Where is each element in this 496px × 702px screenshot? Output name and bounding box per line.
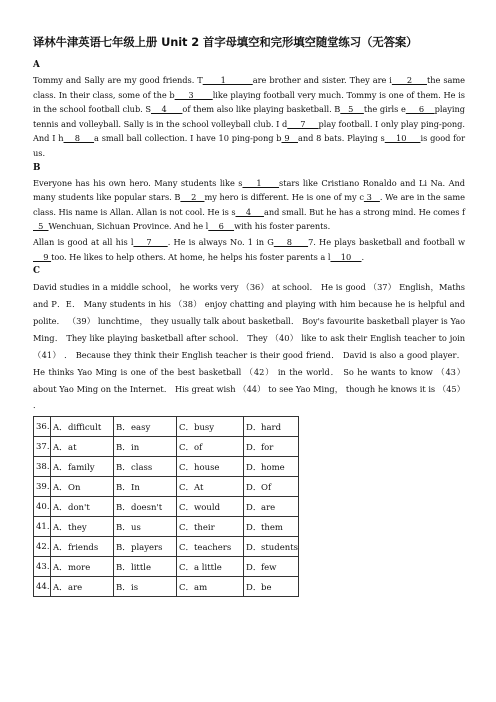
option-letter: A． bbox=[53, 502, 68, 513]
option-row bbox=[34, 537, 299, 557]
option-text: teachers bbox=[194, 542, 232, 553]
question-number: 41. bbox=[34, 517, 51, 537]
answer-blank[interactable]: 8 bbox=[63, 133, 95, 144]
passage-text: and small. But he has a strong mind. He comes f bbox=[263, 206, 465, 217]
option-row bbox=[34, 577, 299, 597]
section-a-label: A bbox=[33, 60, 40, 70]
option-letter: A． bbox=[53, 422, 68, 433]
option-text: us bbox=[131, 522, 141, 533]
option-text: doesn't bbox=[131, 502, 163, 513]
option-b[interactable] bbox=[114, 497, 177, 517]
passage-text: Everyone has his own hero. Many students like s bbox=[33, 177, 243, 188]
option-text: students bbox=[261, 542, 298, 553]
option-text: hard bbox=[261, 422, 282, 433]
answer-blank[interactable]: 2 bbox=[391, 75, 427, 85]
option-letter: D． bbox=[246, 482, 262, 493]
option-letter: B． bbox=[116, 542, 131, 553]
option-a[interactable] bbox=[51, 417, 114, 437]
option-letter: D． bbox=[246, 582, 262, 593]
option-b[interactable] bbox=[114, 517, 177, 537]
option-text: is bbox=[131, 582, 139, 593]
option-letter: C． bbox=[179, 522, 195, 533]
option-text: their bbox=[194, 522, 215, 533]
question-number: 40. bbox=[34, 497, 51, 517]
option-text: On bbox=[68, 482, 81, 493]
option-letter: A． bbox=[53, 542, 68, 553]
option-b[interactable] bbox=[114, 457, 177, 477]
option-letter: A． bbox=[53, 482, 68, 493]
option-d[interactable] bbox=[244, 557, 299, 577]
answer-blank[interactable]: 6 bbox=[405, 104, 435, 115]
option-text: don't bbox=[68, 502, 90, 513]
option-c[interactable] bbox=[177, 497, 244, 517]
option-text: are bbox=[68, 582, 83, 593]
option-letter: C． bbox=[179, 482, 195, 493]
option-letter: A． bbox=[53, 522, 68, 533]
option-letter: B． bbox=[116, 582, 131, 593]
option-letter: A． bbox=[53, 562, 68, 573]
option-text: difficult bbox=[68, 422, 102, 433]
option-letter: C． bbox=[179, 462, 195, 473]
passage-text: are brother and sister. They are i bbox=[252, 75, 392, 85]
option-b[interactable] bbox=[114, 557, 177, 577]
option-c[interactable] bbox=[177, 517, 244, 537]
option-letter: C． bbox=[179, 542, 195, 553]
option-d[interactable] bbox=[244, 497, 299, 517]
option-row bbox=[34, 517, 299, 537]
section-a-paragraph bbox=[33, 73, 465, 161]
option-letter: B． bbox=[116, 442, 131, 453]
option-row bbox=[34, 437, 299, 457]
question-number: 38. bbox=[34, 457, 51, 477]
option-letter: A． bbox=[53, 582, 68, 593]
option-text: players bbox=[131, 542, 163, 553]
answer-blank[interactable]: 8 bbox=[273, 236, 309, 247]
option-text: family bbox=[68, 462, 95, 473]
option-a[interactable] bbox=[51, 437, 114, 457]
option-text: In bbox=[131, 482, 140, 493]
answer-blank[interactable]: 10 bbox=[330, 251, 362, 262]
passage-text: of them also like playing basketball. B bbox=[182, 104, 341, 115]
section-b-label: B bbox=[33, 162, 41, 173]
section-b-paragraph-2 bbox=[33, 235, 465, 264]
option-letter: D． bbox=[246, 542, 262, 553]
option-text: a little bbox=[194, 562, 222, 573]
option-d[interactable] bbox=[244, 437, 299, 457]
option-text: few bbox=[261, 562, 277, 573]
option-a[interactable] bbox=[51, 577, 114, 597]
question-number: 36. bbox=[34, 417, 51, 437]
option-letter: C． bbox=[179, 582, 195, 593]
passage-text: stars like Cristiano Ronaldo and Li Na. And many students like popular stars. B bbox=[33, 177, 465, 203]
option-letter: C． bbox=[179, 502, 195, 513]
option-c[interactable] bbox=[177, 557, 244, 577]
answer-blank[interactable]: 9 bbox=[281, 133, 298, 144]
answer-blank[interactable]: 5 bbox=[340, 104, 364, 115]
option-letter: B． bbox=[116, 482, 131, 493]
option-a[interactable] bbox=[51, 557, 114, 577]
option-text: Of bbox=[261, 482, 272, 493]
option-d[interactable] bbox=[244, 417, 299, 437]
option-letter: D． bbox=[246, 462, 262, 473]
answer-blank[interactable]: 9 bbox=[33, 251, 52, 262]
answer-blank[interactable]: 4 bbox=[235, 206, 264, 217]
option-a[interactable] bbox=[51, 457, 114, 477]
section-b-paragraph-1 bbox=[33, 176, 465, 234]
option-letter: B． bbox=[116, 522, 131, 533]
options-table bbox=[33, 416, 299, 597]
answer-blank[interactable]: 7 bbox=[287, 118, 319, 129]
passage-text: the girls e bbox=[363, 104, 406, 115]
option-text: busy bbox=[194, 422, 215, 433]
option-text: they bbox=[68, 522, 87, 533]
question-number: 44. bbox=[34, 577, 51, 597]
option-c[interactable] bbox=[177, 537, 244, 557]
option-text: at bbox=[68, 442, 77, 453]
option-text: home bbox=[261, 462, 285, 473]
option-b[interactable] bbox=[114, 537, 177, 557]
answer-blank[interactable]: 4 bbox=[150, 104, 183, 115]
option-a[interactable] bbox=[51, 497, 114, 517]
option-row bbox=[34, 477, 299, 497]
answer-blank[interactable]: 3 bbox=[363, 192, 380, 203]
option-text: At bbox=[194, 482, 204, 493]
option-a[interactable] bbox=[51, 537, 114, 557]
option-text: class bbox=[131, 462, 153, 473]
option-c[interactable] bbox=[177, 437, 244, 457]
option-letter: B． bbox=[116, 502, 131, 513]
option-row bbox=[34, 557, 299, 577]
section-c-paragraph: David studies in a middle school， he works very （36） at school． He is good （37） English，Maths and P．E． Many students in his （38） enjoy chatting and playing with him because he is helpful and polite． （39） lunchtime， they usually talk about basketball． Boy's favourite basketball player is Yao Ming． They like playing basketball after school． They （40） like to ask their English teacher to join （41） ． Because they think their English teacher is their good friend． David is also a good player． He thinks Yao Ming is one of the best basketball （42） in the world． So he wants to know （43） about Yao Ming on the Internet． His great wish （44） to see Yao Ming， though he knows it is （45） ． bbox=[33, 282, 465, 411]
option-text: in bbox=[131, 442, 140, 453]
option-d[interactable] bbox=[244, 517, 299, 537]
passage-text: is good for us. bbox=[33, 133, 465, 158]
section-a bbox=[33, 59, 465, 161]
option-text: of bbox=[194, 442, 203, 453]
passage-text: . bbox=[361, 251, 365, 262]
option-letter: D． bbox=[246, 442, 262, 453]
passage-text: Wenchuan, Sichuan Province. And he l bbox=[48, 221, 209, 232]
passage-text: too. He likes to help others. At home, he helps his foster parents a l bbox=[51, 251, 331, 262]
option-text: are bbox=[261, 502, 276, 513]
option-text: be bbox=[261, 582, 272, 593]
passage-text: and 8 bats. Playing s bbox=[297, 133, 385, 144]
answer-blank[interactable]: 5 bbox=[33, 221, 49, 232]
option-d[interactable] bbox=[244, 477, 299, 497]
option-text: am bbox=[194, 582, 208, 593]
question-number: 37. bbox=[34, 437, 51, 457]
passage-text: my hero is different. He is one of my c bbox=[204, 192, 364, 203]
document-title: 译林牛津英语七年级上册 Unit 2 首字母填空和完形填空随堂练习（无答案） bbox=[33, 35, 418, 49]
question-number: 42. bbox=[34, 537, 51, 557]
option-c[interactable] bbox=[177, 477, 244, 497]
answer-blank[interactable]: 10 bbox=[384, 133, 421, 144]
option-c[interactable] bbox=[177, 417, 244, 437]
option-letter: B． bbox=[116, 562, 131, 573]
option-text: easy bbox=[131, 422, 151, 433]
passage-text: play football. I only play ping-pong. And I h bbox=[33, 118, 465, 144]
option-a[interactable] bbox=[51, 517, 114, 537]
passage-text: like playing football very much. Tommy is one of them. He is in the school football club. S bbox=[33, 89, 465, 115]
passage-text: . We are in the same class. His name is Allan. Allan is not cool. He is s bbox=[33, 192, 465, 217]
option-a[interactable] bbox=[51, 477, 114, 497]
section-c bbox=[33, 265, 465, 414]
option-text: for bbox=[261, 442, 274, 453]
option-letter: D． bbox=[246, 422, 262, 433]
option-letter: D． bbox=[246, 502, 262, 513]
answer-blank[interactable]: 1 bbox=[242, 177, 280, 188]
option-d[interactable] bbox=[244, 457, 299, 477]
option-d[interactable] bbox=[244, 577, 299, 597]
option-d[interactable] bbox=[244, 537, 299, 557]
passage-text: . He is always No. 1 in G bbox=[167, 236, 274, 247]
section-b bbox=[33, 162, 465, 265]
option-text: friends bbox=[68, 542, 99, 553]
passage-text: a small ball collection. I have 10 ping-pong b bbox=[94, 133, 282, 144]
question-number: 39. bbox=[34, 477, 51, 497]
option-c[interactable] bbox=[177, 577, 244, 597]
option-text: little bbox=[131, 562, 152, 573]
passage-text: with his foster parents. bbox=[234, 221, 331, 232]
option-text: them bbox=[261, 522, 283, 533]
answer-blank[interactable]: 2 bbox=[180, 192, 205, 203]
option-letter: A． bbox=[53, 462, 68, 473]
answer-blank[interactable]: 3 bbox=[174, 89, 213, 100]
option-c[interactable] bbox=[177, 457, 244, 477]
question-number: 43. bbox=[34, 557, 51, 577]
passage-text: Tommy and Sally are my good friends. T bbox=[33, 75, 203, 85]
section-c-label: C bbox=[33, 266, 41, 277]
option-text: would bbox=[194, 502, 221, 513]
option-letter: D． bbox=[246, 522, 262, 533]
answer-blank[interactable]: 6 bbox=[208, 221, 235, 232]
option-letter: C． bbox=[179, 442, 195, 453]
option-text: house bbox=[194, 462, 220, 473]
answer-blank[interactable]: 7 bbox=[133, 236, 168, 247]
option-b[interactable] bbox=[114, 437, 177, 457]
option-b[interactable] bbox=[114, 577, 177, 597]
option-letter: C． bbox=[179, 562, 195, 573]
option-text: more bbox=[68, 562, 91, 573]
option-letter: D． bbox=[246, 562, 262, 573]
option-letter: B． bbox=[116, 462, 131, 473]
answer-blank[interactable]: 1 bbox=[202, 75, 253, 85]
option-row bbox=[34, 497, 299, 517]
option-letter: C． bbox=[179, 422, 195, 433]
option-letter: A． bbox=[53, 442, 68, 453]
option-b[interactable] bbox=[114, 477, 177, 497]
option-row bbox=[34, 457, 299, 477]
option-b[interactable] bbox=[114, 417, 177, 437]
passage-text: playing tennis and volleyball. Sally is in the school volleyball club. I d bbox=[33, 104, 465, 129]
option-letter: B． bbox=[116, 422, 131, 433]
passage-text: 7. He plays basketball and football w bbox=[308, 236, 466, 247]
option-row bbox=[34, 417, 299, 437]
passage-text: Allan is good at all his l bbox=[33, 236, 134, 247]
passage-text: the same class. In their class, some of the b bbox=[33, 75, 465, 100]
